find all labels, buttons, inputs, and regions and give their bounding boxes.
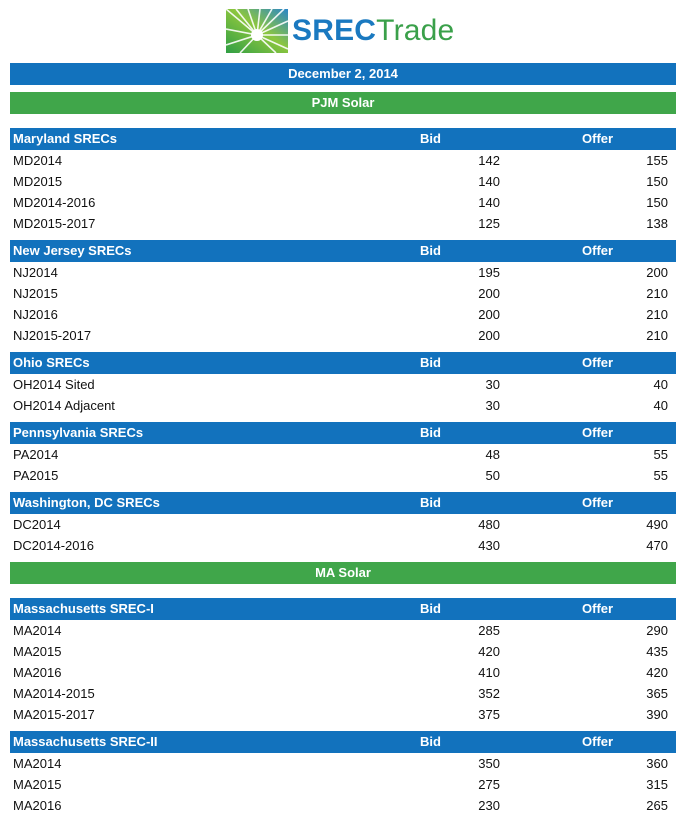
product-name: MA2015 — [13, 644, 62, 659]
date-bar: December 2, 2014 — [10, 63, 676, 85]
section-title: Pennsylvania SRECs — [13, 425, 144, 440]
bid-column-header: Bid — [420, 131, 441, 146]
section-header — [10, 422, 676, 444]
table-row — [10, 213, 676, 234]
bid-value: 480 — [478, 517, 500, 532]
offer-value: 40 — [653, 377, 668, 392]
table-row — [10, 704, 676, 725]
offer-column-header: Offer — [582, 355, 614, 370]
product-name: MA2015-2017 — [13, 707, 95, 722]
bid-column-header: Bid — [420, 495, 441, 510]
offer-value: 290 — [646, 623, 668, 638]
offer-column-header: Offer — [582, 734, 614, 749]
table-row — [10, 514, 676, 535]
offer-column-header: Offer — [582, 495, 614, 510]
region-block — [10, 92, 676, 556]
product-name: NJ2016 — [13, 307, 58, 322]
bid-value: 200 — [478, 328, 500, 343]
bid-value: 142 — [478, 153, 500, 168]
bid-value: 352 — [478, 686, 500, 701]
bid-value: 420 — [478, 644, 500, 659]
srec-section — [10, 240, 676, 346]
bid-column-header: Bid — [420, 425, 441, 440]
table-row — [10, 304, 676, 325]
offer-column-header: Offer — [582, 601, 614, 616]
product-name: MD2014 — [13, 153, 63, 168]
sunburst-logo-icon — [226, 9, 288, 53]
offer-value: 470 — [646, 538, 668, 553]
table-row — [10, 683, 676, 704]
offer-value: 155 — [646, 153, 668, 168]
bid-value: 50 — [485, 468, 500, 483]
region-block — [10, 562, 676, 816]
srec-section — [10, 352, 676, 416]
product-name: MD2014-2016 — [13, 195, 96, 210]
offer-value: 55 — [653, 447, 668, 462]
offer-value: 315 — [646, 777, 668, 792]
bid-column-header: Bid — [420, 355, 441, 370]
table-row — [10, 283, 676, 304]
offer-column-header: Offer — [582, 425, 614, 440]
srec-section — [10, 422, 676, 486]
section-title: Massachusetts SREC-II — [13, 734, 158, 749]
product-name: NJ2015 — [13, 286, 58, 301]
offer-value: 200 — [646, 265, 668, 280]
table-row — [10, 444, 676, 465]
section-title: Washington, DC SRECs — [13, 495, 160, 510]
bid-value: 350 — [478, 756, 500, 771]
bid-value: 375 — [478, 707, 500, 722]
offer-value: 490 — [646, 517, 668, 532]
product-name: NJ2015-2017 — [13, 328, 92, 343]
srec-section — [10, 731, 676, 816]
product-name: MA2016 — [13, 798, 62, 813]
section-header — [10, 240, 676, 262]
logo-wordmark — [292, 11, 454, 51]
section-title: Ohio SRECs — [13, 355, 90, 370]
srec-section — [10, 128, 676, 234]
srec-section — [10, 492, 676, 556]
table-row — [10, 620, 676, 641]
srec-section — [10, 598, 676, 725]
section-header — [10, 492, 676, 514]
table-row — [10, 325, 676, 346]
table-row — [10, 171, 676, 192]
offer-value: 40 — [653, 398, 668, 413]
product-name: MD2015-2017 — [13, 216, 96, 231]
srectrade-logo — [226, 9, 466, 55]
bid-value: 30 — [485, 398, 500, 413]
offer-column-header: Offer — [582, 243, 614, 258]
table-row — [10, 192, 676, 213]
section-header — [10, 731, 676, 753]
section-header — [10, 128, 676, 150]
table-row — [10, 395, 676, 416]
offer-value: 210 — [646, 286, 668, 301]
region-title-bar: MA Solar — [10, 562, 676, 584]
bid-value: 48 — [485, 447, 500, 462]
offer-value: 420 — [646, 665, 668, 680]
bid-column-header: Bid — [420, 734, 441, 749]
bid-value: 140 — [478, 174, 500, 189]
section-title: New Jersey SRECs — [13, 243, 132, 258]
offer-value: 265 — [646, 798, 668, 813]
logo-trade-text: Trade — [376, 14, 455, 47]
section-title: Maryland SRECs — [13, 131, 118, 146]
offer-column-header: Offer — [582, 131, 614, 146]
table-row — [10, 641, 676, 662]
bid-value: 125 — [478, 216, 500, 231]
bid-value: 410 — [478, 665, 500, 680]
product-name: PA2014 — [13, 447, 59, 462]
offer-value: 138 — [646, 216, 668, 231]
bid-value: 285 — [478, 623, 500, 638]
table-row — [10, 150, 676, 171]
section-header — [10, 352, 676, 374]
product-name: MA2016 — [13, 665, 62, 680]
bid-value: 430 — [478, 538, 500, 553]
table-row — [10, 662, 676, 683]
product-name: DC2014-2016 — [13, 538, 94, 553]
table-row — [10, 465, 676, 486]
logo-srec-text: SREC — [292, 14, 377, 47]
offer-value: 210 — [646, 328, 668, 343]
offer-value: 210 — [646, 307, 668, 322]
bid-column-header: Bid — [420, 601, 441, 616]
bid-value: 195 — [478, 265, 500, 280]
offer-value: 150 — [646, 195, 668, 210]
region-title-bar: PJM Solar — [10, 92, 676, 114]
product-name: MD2015 — [13, 174, 63, 189]
product-name: DC2014 — [13, 517, 61, 532]
product-name: OH2014 Sited — [13, 377, 95, 392]
section-title: Massachusetts SREC-I — [13, 601, 154, 616]
product-name: MA2014-2015 — [13, 686, 95, 701]
bid-value: 230 — [478, 798, 500, 813]
product-name: PA2015 — [13, 468, 59, 483]
offer-value: 360 — [646, 756, 668, 771]
table-row — [10, 535, 676, 556]
bid-value: 200 — [478, 286, 500, 301]
bid-value: 140 — [478, 195, 500, 210]
product-name: MA2015 — [13, 777, 62, 792]
price-sheet — [10, 63, 676, 822]
section-header — [10, 598, 676, 620]
offer-value: 150 — [646, 174, 668, 189]
offer-value: 390 — [646, 707, 668, 722]
table-row — [10, 753, 676, 774]
product-name: NJ2014 — [13, 265, 58, 280]
regions — [10, 92, 676, 816]
table-row — [10, 374, 676, 395]
table-row — [10, 795, 676, 816]
product-name: MA2014 — [13, 623, 62, 638]
offer-value: 55 — [653, 468, 668, 483]
bid-value: 200 — [478, 307, 500, 322]
offer-value: 435 — [646, 644, 668, 659]
bid-column-header: Bid — [420, 243, 441, 258]
table-row — [10, 774, 676, 795]
product-name: OH2014 Adjacent — [13, 398, 115, 413]
offer-value: 365 — [646, 686, 668, 701]
bid-value: 30 — [485, 377, 500, 392]
product-name: MA2014 — [13, 756, 62, 771]
bid-value: 275 — [478, 777, 500, 792]
table-row — [10, 262, 676, 283]
